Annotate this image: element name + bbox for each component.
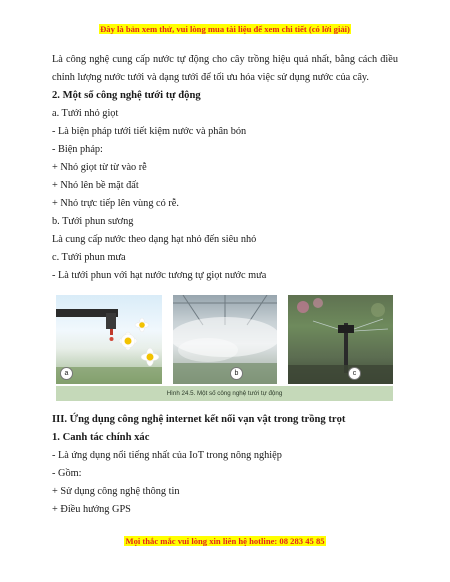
section-3-line: - Gồm: [52, 468, 82, 479]
figure-label-c: c [348, 367, 361, 380]
irrigation-figure [56, 295, 393, 406]
section-3-subheading: 1. Canh tác chính xác [52, 432, 150, 443]
preview-banner [0, 24, 450, 34]
section-2-line: Là cung cấp nước theo dạng hạt nhỏ đến siêu nhỏ [52, 234, 257, 245]
section-2-heading: 2. Một số công nghệ tưới tự động [52, 90, 201, 101]
section-3-line: + Sử dụng công nghệ thông tin [52, 486, 180, 497]
figure-label-a: a [60, 367, 73, 380]
section-2-line: - Là tưới phun với hạt nước tương tự giọt nước mưa [52, 270, 267, 281]
section-2-line: b. Tưới phun sương [52, 216, 134, 227]
document-body [52, 51, 398, 519]
section-2-line: c. Tưới phun mưa [52, 252, 126, 263]
hotline-banner-text: Mọi thắc mắc vui lòng xin liên hệ hotline: 08 283 45 85 [125, 536, 325, 546]
figure-label-b: b [230, 367, 243, 380]
section-3-heading: III. Ứng dụng công nghệ internet kết nối vạn vật trong trồng trọt [52, 414, 346, 425]
section-2-line: + Nhỏ trực tiếp lên vùng có rễ. [52, 198, 179, 209]
section-3-line: - Là ứng dụng nổi tiếng nhất của IoT trong nông nghiệp [52, 450, 282, 461]
intro-paragraph: Là công nghệ cung cấp nước tự động cho cây trồng hiệu quả nhất, bằng cách điều chỉnh lượng nước tưới và dạng tưới để tối ưu hóa việc sử dụng nước của cây. [52, 54, 398, 83]
hotline-banner [0, 536, 450, 546]
section-2-line: - Là biện pháp tưới tiết kiệm nước và phân bón [52, 126, 247, 137]
section-2-line: + Nhỏ lên bề mặt đất [52, 180, 139, 191]
sprinkler-photo [288, 295, 393, 384]
figure-caption: Hình 24.5. Một số công nghệ tưới tự động [56, 386, 393, 401]
preview-banner-text: Đây là bản xem thử, vui lòng mua tài liệu để xem chi tiết (có lời giải) [100, 24, 350, 34]
drip-irrigation-photo [56, 295, 162, 384]
section-2-line: a. Tưới nhỏ giọt [52, 108, 119, 119]
section-2-line: + Nhỏ giọt từ từ vào rễ [52, 162, 147, 173]
section-3-line: + Điều hướng GPS [52, 504, 131, 515]
mist-irrigation-photo [173, 295, 277, 384]
section-2-line: - Biện pháp: [52, 144, 103, 155]
